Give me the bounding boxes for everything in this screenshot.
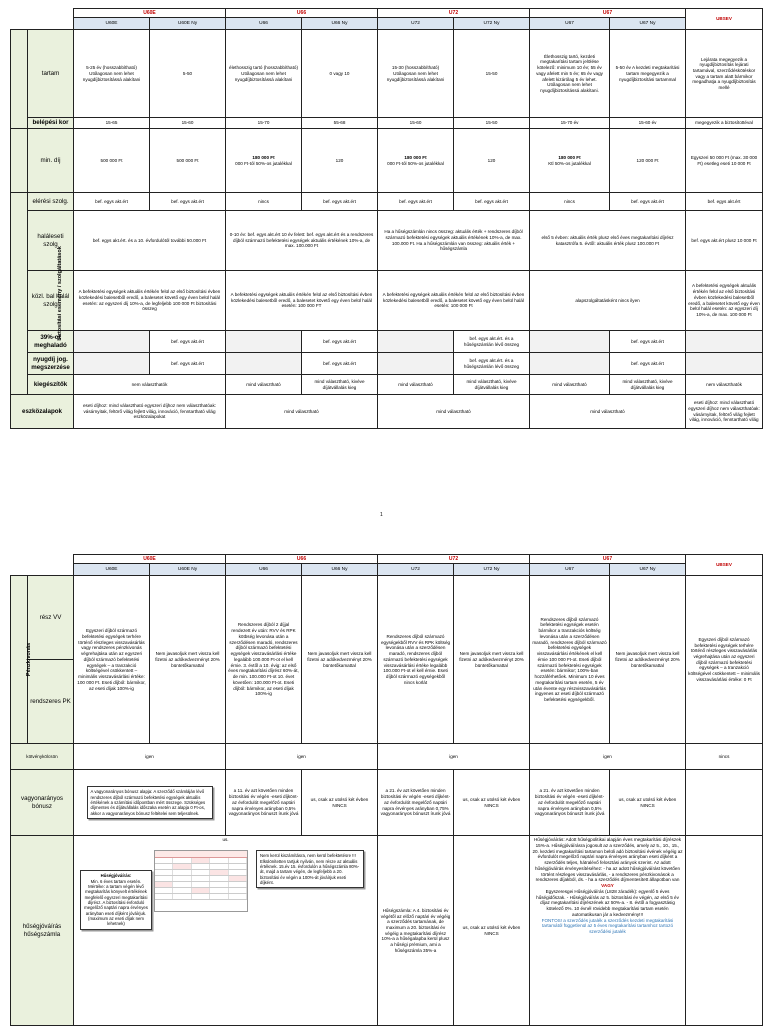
cell: bef. egys akt.ért xyxy=(610,193,686,211)
cell: bef. egys akt.ért xyxy=(150,353,226,375)
us-note: us. xyxy=(222,837,229,843)
sub-header: U72 Ny xyxy=(454,564,530,576)
cell: Egyszeri díjból származó befektetési egységek terhére történő részleges visszavásárlás vagy rendszeres pénzkivonás végrehajtása után az egyszeri díjból származó befektetési egységek – a tranzakció költségével csökkentett – minimális visszavásárlási értéke: 100 000 Ft. Eseti díjból: bármikor, az eseti díjak 100%-ig xyxy=(74,576,150,744)
cell: Rendszeres díjból származó befektetési egységek esetén bármikor a tranzakciós költség levonása után a szerződésen maradó, rendszeres díjból származó befektetési egységek visszavásárlási értékének el kell érnie 100 000 Ft-ot. Eseti díjból származó befektetési egységek esetén: bármikor; 100%-ban hozzáférhetőek. Minimum 10 éves megtakarítási tartam esetén, 5 év után évente egy részvisszavásárlás ingyenes az eseti díjból származó befektetési egységekből. xyxy=(530,576,610,744)
cell: alapszolgáltatásként nincs ilyen xyxy=(530,271,686,331)
row-label-min-dij: min. díj xyxy=(28,129,74,193)
group-header-u72: U72 xyxy=(378,555,530,564)
cell: bef. egys akt.ért xyxy=(454,193,530,211)
cell: bef. egys akt.ért xyxy=(610,331,686,353)
group-header-ubsev: UBSEV xyxy=(686,555,763,576)
cell: eseti díjhoz: mind választható egyszeri díjhoz nem választhatóak: vásárnyitak, feltörő világ fejlett világ, innováció, fenntartható világ xyxy=(686,395,763,429)
cell xyxy=(74,770,226,836)
sub-header: U60E Ny xyxy=(150,564,226,576)
cell: 500 000 Ft xyxy=(74,129,150,193)
cell: 15-60 xyxy=(378,118,454,129)
hűség-u60e-u66-cell xyxy=(74,836,378,1026)
row-label-kiegeszitok: kiegészítők xyxy=(28,375,74,395)
cell xyxy=(530,353,610,375)
cell xyxy=(686,836,763,1026)
cell: bef. egys akt.ért. és a hűségszámlán lévő összeg xyxy=(454,353,530,375)
group-header-u67: U67 xyxy=(530,555,686,564)
spacer-cell xyxy=(11,30,28,129)
cell: bef. egys akt.ért. és a hűségszámlán lévő összeg xyxy=(454,331,530,353)
cell: eseti díjhoz: mind választható egyszeri díjhoz nem választhatóak: vásárnyitak, feltörő világ fejlett világ, innováció, fenntartható világ eszközalapokat xyxy=(74,395,226,429)
vagy-label: VAGY xyxy=(601,883,614,889)
cell: Ha a hűségszámlán nincs összeg: aktuális érték + rendszeres díjból származó befektetési egységek aktuális értékének 10%-a, de max. 100.000 Ft. Ha a hűségszámlán van összeg: aktuális érték + hűségszámla xyxy=(378,211,530,271)
cell: bef. egys akt.ért xyxy=(74,193,150,211)
cell: bef. egys akt.ért plusz 10 000 Ft xyxy=(686,211,763,271)
callout-title: Hűségjóváírás: xyxy=(100,873,132,879)
cell: mind választható xyxy=(226,395,378,429)
cell: élethosszig tartó (hosszabbítható) Utólagosan nem lehet nyugdíjbiztosítássá alakítani xyxy=(226,30,302,118)
cell: 15-60 xyxy=(150,118,226,129)
cell: us, csak az utolsó két évben NINCS xyxy=(610,770,686,836)
cell: 5-50 év A kezdeti megtakarítási tartam megegyezik a nyugdíjbiztosítási tartammal xyxy=(610,30,686,118)
cell: Nem javasoljuk mert vissza kell fizetni az adókedvezményt 20% büntetőkamattal xyxy=(150,576,226,744)
cell xyxy=(378,331,454,353)
row-label-halaleseti: haláleseti szolg xyxy=(28,211,74,271)
callout-text: Min. 6 éves tartam esetén. Mértéke: a tartam végén lévő megtakarítás könyvelt értékének megfelelő egyszeri megtakarítási díjrész. A biztosítási évforduló megelőző naptári napra érvényes arányban eseti díjként jóváírjuk. (maximum az eseti díjak nem lehetnek) xyxy=(84,878,148,927)
cell: bef. egys akt.ért xyxy=(302,353,378,375)
cell: nincs xyxy=(530,193,610,211)
cell: 120 000 Ft xyxy=(610,129,686,193)
cell: nincs xyxy=(226,193,302,211)
cell: bef. egys akt.ért xyxy=(150,193,226,211)
sub-header: U67 xyxy=(530,564,610,576)
cell xyxy=(378,129,454,193)
cell: igen xyxy=(74,744,226,770)
cell xyxy=(74,353,150,375)
cell: Lejárata megegyezik a nyugdíjbiztosítás lejárati tartamával, szerződéskötéskor vagy a tartam alatt bármikor megadhatja a nyugdíjbiztosítás mellé xyxy=(686,30,763,118)
cell: mind választható, kivéve díjátvállalás kieg xyxy=(454,375,530,395)
cell: 55-68 xyxy=(302,118,378,129)
cell: a 11. év azt követően minden biztosítási év végén -eseti díjkönt- az évfordulót megelőző naptári napra érvényes arányban 0,5% vagyonarányos bónuszt írunk jóvá xyxy=(226,770,302,836)
cell: 500 000 Ft xyxy=(150,129,226,193)
cell: A befektetési egységek aktuális értékén felül az első biztosítási évben közlekedési balesetből eredő, a balesetet követő egy éven belül halál esetén: az egyszeri díj 10%-a, de max. 100 000 Ft xyxy=(686,271,763,331)
cell: bef. egys akt.ért xyxy=(610,353,686,375)
sub-header: U66 Ny xyxy=(302,564,378,576)
row-label-eleresi: elérési szolg. xyxy=(28,193,74,211)
u67-husegjovairas-text-2: Egyszeresgei Hűségjóváírás (L828 záradék): egyenlő 5 éves hűségidőszak. - Hűségjóváírás az 5. biztosítási év végén, az első 5 év díjaz megtakarítási díjrészének az 50%-a. - 8. évtől a fogyasztásig kötelező 0%. 10 évnél rövidebb megtakarítási tartam esetén automatikusan jár a kedvezmény!!! xyxy=(536,888,679,917)
cell: A befektetési egységek aktuális értékén felül az első biztosítási évben közlekedési balesetből eredő, a balesetet követő egy éven belül halál esetén: 100 000 FT xyxy=(226,271,378,331)
cell xyxy=(226,353,302,375)
group-header-u67: U67 xyxy=(530,9,686,18)
cell: 5-25 év (hosszabbítható) Utólagosan nem lehet nyugdíjbiztosítássá alakítani xyxy=(74,30,150,118)
min-dij-note: 000 Ft-tól 50%-os jutalékkal xyxy=(235,160,292,166)
cell: nem választhatók xyxy=(74,375,226,395)
cell: us, csak az utolsó két évben NINCS xyxy=(454,770,530,836)
row-label-kotveny: kötvénykölcsön xyxy=(11,744,74,770)
page-2 xyxy=(0,548,768,1024)
page-number: 1 xyxy=(380,512,383,518)
cell: igen xyxy=(226,744,378,770)
cell: Rendszeres díjból 2 díjjal rendezett év után: RVV és RPK kötbség levonása után a szerződésen maradó, rendszeres díjból származó befektetési egységek visszavásárlási értéke legalább 100.000 Ft-ot el kell érnie. 3. évtől a 10. évig: az első éves megtakarítási díjrész 60%-át, de min. 100.000 Ft-ot 10. évet követően: 100.000 Ft-ot. Eseti díjból: bármikor, az eseti díjak 100%-ig xyxy=(226,576,302,744)
row-label-resz-vv: rész VV xyxy=(28,576,74,660)
cell: nem választhatók xyxy=(686,375,763,395)
sub-header: U67 Ny xyxy=(610,18,686,30)
row-label-kozl-baleseti: közl. bal halál szolg xyxy=(28,271,74,331)
cell: bef. egys akt.ért xyxy=(378,193,454,211)
hűség-u67-cell xyxy=(530,836,686,1026)
cell: Nem javasoljuk mert vissza kell fizetni az adókedvezményt 20% büntetőkamattal xyxy=(454,576,530,744)
cell xyxy=(378,353,454,375)
vertical-section-label: Pénzkivonás xyxy=(11,576,28,744)
cell: us, csak az utolsó két évben NINCS xyxy=(454,836,530,1026)
cell: A befektetési egységek aktuális értékén felül az első biztosítási évben közlekedési balesetből eredő, a balesetet követő egy éven belül halál esetén: az egyszeri díj 10%-a, de legfeljebb 100 000 Ft biztosítási összeg xyxy=(74,271,226,331)
row-label-vagyonaranyos: vagyonarányos bónusz xyxy=(11,770,74,836)
row-label-husegjovairas: hűségjóváírás hűségszámla xyxy=(11,836,74,1026)
row-label-belepesi-kor: belépési kor xyxy=(28,118,74,129)
cell: 15-65 xyxy=(74,118,150,129)
cell: Nem javasoljuk mert vissza kell fizetni az adókedvezményt 20% büntetőkamattal xyxy=(610,576,686,744)
cell: a 21. év azt követően minden biztosítási év végén -eseti díjként- az évfordulót megelőző naptári napra érvényes arányban 0,75% vagyonarányos bónuszt írunk jóvá xyxy=(378,770,454,836)
cell xyxy=(530,129,610,193)
cell: mind választható xyxy=(378,395,530,429)
cell: 15-50 xyxy=(454,30,530,118)
cell xyxy=(226,331,302,353)
spacer-cell xyxy=(11,129,28,193)
cell: bef. egys akt.ért xyxy=(686,193,763,211)
sub-header: U60E xyxy=(74,564,150,576)
cell: 15-70 xyxy=(226,118,302,129)
sub-header: U72 Ny xyxy=(454,18,530,30)
corner-cell xyxy=(11,9,74,30)
sub-header: U67 xyxy=(530,18,610,30)
min-dij-value: 180 000 Ft xyxy=(252,154,275,160)
cell xyxy=(226,129,302,193)
sub-header: U67 Ny xyxy=(610,564,686,576)
cell: mind választható, kivéve díjátvállalás kieg xyxy=(302,375,378,395)
cell: nincs xyxy=(686,744,763,770)
vertical-section-label: biztosítási esemény / szolgáltatások xyxy=(11,193,28,395)
row-label-meghalado: 39%-ot meghaladó xyxy=(28,331,74,353)
cell: 5-50 xyxy=(150,30,226,118)
husegjovairas-callout xyxy=(80,870,152,930)
row-label-nyugdij: nyugdíj jog. megszerzése xyxy=(28,353,74,375)
sub-header: U72 xyxy=(378,18,454,30)
cell: 15-30 (hosszabbítható) Utólagosan nem lehet nyugdíjbiztosítássá alakítani xyxy=(378,30,454,118)
cell: mind választható, kivéve díjátvállalás kieg xyxy=(610,375,686,395)
group-header-u60e: U60E xyxy=(74,555,226,564)
u67-husegjovairas-text: Hűségjóváírás: Adott hűségpolitikai alapján éves megtakarítási díjrészek 15%-a. Hűségjóváírásra jogosult az a szerződés, amely az 5., 10., 15., 20. kezdeti megtakarítási tartamon belüli adó biztosítási évének végéig az évfordulót megelőző naptári napra érvényes arányban eseti díjként a szerződés teljes, hátralévő felosztási arányok szerint. Az adott hűségjóváírás érvényesítéséhez: - ha az adott hűségjóváírást követően történt részleges visszavásárlás, - a rendszeres pénzkivonások a rendszeres díjakból, ds. - ha a szerződés díjmentesített állapotban van xyxy=(532,837,683,883)
cell: Élethosszig tartó, kezdeti megtakarítási tartam jelölése kötelező: minimum 10 év; 55 év vagy afelett min 5 év; 65 év vagy afelett kizárólag 5 év lehet. Utólagosan nem lehet nyugdíjbiztosítássá alakítani. xyxy=(530,30,610,118)
group-header-u66: U66 xyxy=(226,9,378,18)
cell: Egyszeri díjból származó befektetési egységek terhére történő részleges visszavásárlás végrehajtása után az egyszeri díjból származó befektetési egységek – a tranzakció költségével csökkentett – minimális visszavásárlási értéke: 0 Ft xyxy=(686,576,763,744)
cell: Hűségszámla: A 4. biztosítási év végétől az előző naptári év végéig a szerződés tartamának, de maximum a 20. biztosítási év végéig a megtakarítási díjrész 10%-a a hűségalapba kerül plusz a hűségi prémium, ami a hűségszámla 35%-a xyxy=(378,836,454,1026)
cell: mind választható xyxy=(378,375,454,395)
cell: mind választható xyxy=(226,375,302,395)
row-label-eszkozalapok: eszközalapok xyxy=(11,395,74,429)
group-header-u72: U72 xyxy=(378,9,530,18)
cell: 15-60 év xyxy=(610,118,686,129)
sub-header: U66 xyxy=(226,564,302,576)
cell: 0-10 év: bef. egys akt.ért 10 év felett: bef. egys akt.ért és a rendszeres díjból származó befektetési egységek aktuális értékének 10%-a, de max. 100.000 Ft xyxy=(226,211,378,271)
cell: igen xyxy=(530,744,686,770)
cell: igen xyxy=(378,744,530,770)
bonus-callout: A vagyonarányos bónusz alapja: A szerződő számláján lévő rendszeres díjból származó befektetési egységek aktuális értékének a számítási időpontban mért összege. Szükséges díjmentes és díjátvállalás időszaka esetén az alapja 0 Ft-os, akkor a vagyonarányos bónusz feltételei sem teljesülnek. xyxy=(87,786,213,819)
cell: 15-70 év xyxy=(530,118,610,129)
cell: bef. egys akt.ért. és a 10. évfordulótól további 50.000 Ft xyxy=(74,211,226,271)
min-dij-value: 180 000 Ft xyxy=(558,154,581,160)
sub-header: U60E xyxy=(74,18,150,30)
cell: mind választható xyxy=(530,375,610,395)
min-dij-note: Ktl 50%-os jutalékkal xyxy=(548,160,591,166)
cell: bef. egys akt.ért xyxy=(150,331,226,353)
group-header-ubsev: UBSEV xyxy=(686,9,763,30)
cell: us, csak az utolsó két évben NINCS xyxy=(302,770,378,836)
cell: mind választható xyxy=(530,395,686,429)
cell: A befektetési egységek aktuális értékén felül az első biztosítási évben közlekedési balesetből eredő, a balesetet követő egy éven belül halál esetén: 100 000 Ft xyxy=(378,271,530,331)
sub-header: U60E Ny xyxy=(150,18,226,30)
cell xyxy=(686,770,763,836)
mini-table-graphic xyxy=(154,850,248,912)
cell: 0 vagy 10 xyxy=(302,30,378,118)
comparison-table-page-1 xyxy=(10,8,763,429)
corner-cell xyxy=(11,555,74,576)
group-header-u60e: U60E xyxy=(74,9,226,18)
cell xyxy=(530,331,610,353)
cell xyxy=(74,331,150,353)
min-dij-value: 180 000 Ft xyxy=(404,154,427,160)
cell: bef. egys akt.ért xyxy=(302,193,378,211)
cell xyxy=(686,353,763,375)
min-dij-note: 000 Ft-tól 50%-os jutalékkal xyxy=(387,160,444,166)
cell: 15-50 xyxy=(454,118,530,129)
sub-header: U66 Ny xyxy=(302,18,378,30)
cell: első 5 évben: aktuális érték plusz első éves megtakarítási díjrész katasztrófa 5. évtől: aktuális érték plusz 100.000 Ft xyxy=(530,211,686,271)
cell: bef. egys akt.ért xyxy=(302,331,378,353)
cell: Egyszeri 50 000 Ft (max. 30 000 Ft) esetleg eseti 10 000 Ft xyxy=(686,129,763,193)
comparison-table-page-2 xyxy=(10,554,763,1026)
cell: a 21. év azt követően minden biztosítási év végén -eseti díjként- az évfordulót megelőző naptári napra érvényes arányban 0,5% vagyonarányos bónuszt írunk jóvá xyxy=(530,770,610,836)
sub-header: U72 xyxy=(378,564,454,576)
row-label-rendszeres-pk: rendszeres PK xyxy=(28,660,74,744)
group-header-u66: U66 xyxy=(226,555,378,564)
row-label-tartam: tartam xyxy=(28,30,74,118)
cell: 120 xyxy=(302,129,378,193)
cell: 120 xyxy=(454,129,530,193)
sub-header: U66 xyxy=(226,18,302,30)
husegszamla-callout: Nem kerül kiszámításra, nem kerül befektetésre !!! Elkülönítetten tartjuk nyilván, nem része az aktuális értéknek. 15.év 15. évfordulón a hűségszámla 80%-át, majd a tartam végén, de legfeljebb a 20. biztosítási év végén a 100%-át jóváírjuk eseti díjként. xyxy=(256,850,364,888)
cell: Rendszeres díjból származó egységekből RVV és RPK költség levonása után a szerződésen maradó, rendszeres díjból származó befektetési egységek visszavásárlási értéke legalább 100.000 Ft-ot el kell érnie. Eseti díjból származó egységekből nincs korlát xyxy=(378,576,454,744)
cell xyxy=(686,331,763,353)
fontos-note: FONTOS! a szerződés jutalék a szerződés kezdeti megtakarítási tartamától függetlenül az 5 éves megtakarítási tartamhoz tartozó szerződési jutalék xyxy=(541,917,674,934)
cell: Nem javasoljuk mert vissza kell fizetni az adókedvezményt 20% büntetőkamattal xyxy=(302,576,378,744)
cell: megegyezik a biztosítottéval xyxy=(686,118,763,129)
